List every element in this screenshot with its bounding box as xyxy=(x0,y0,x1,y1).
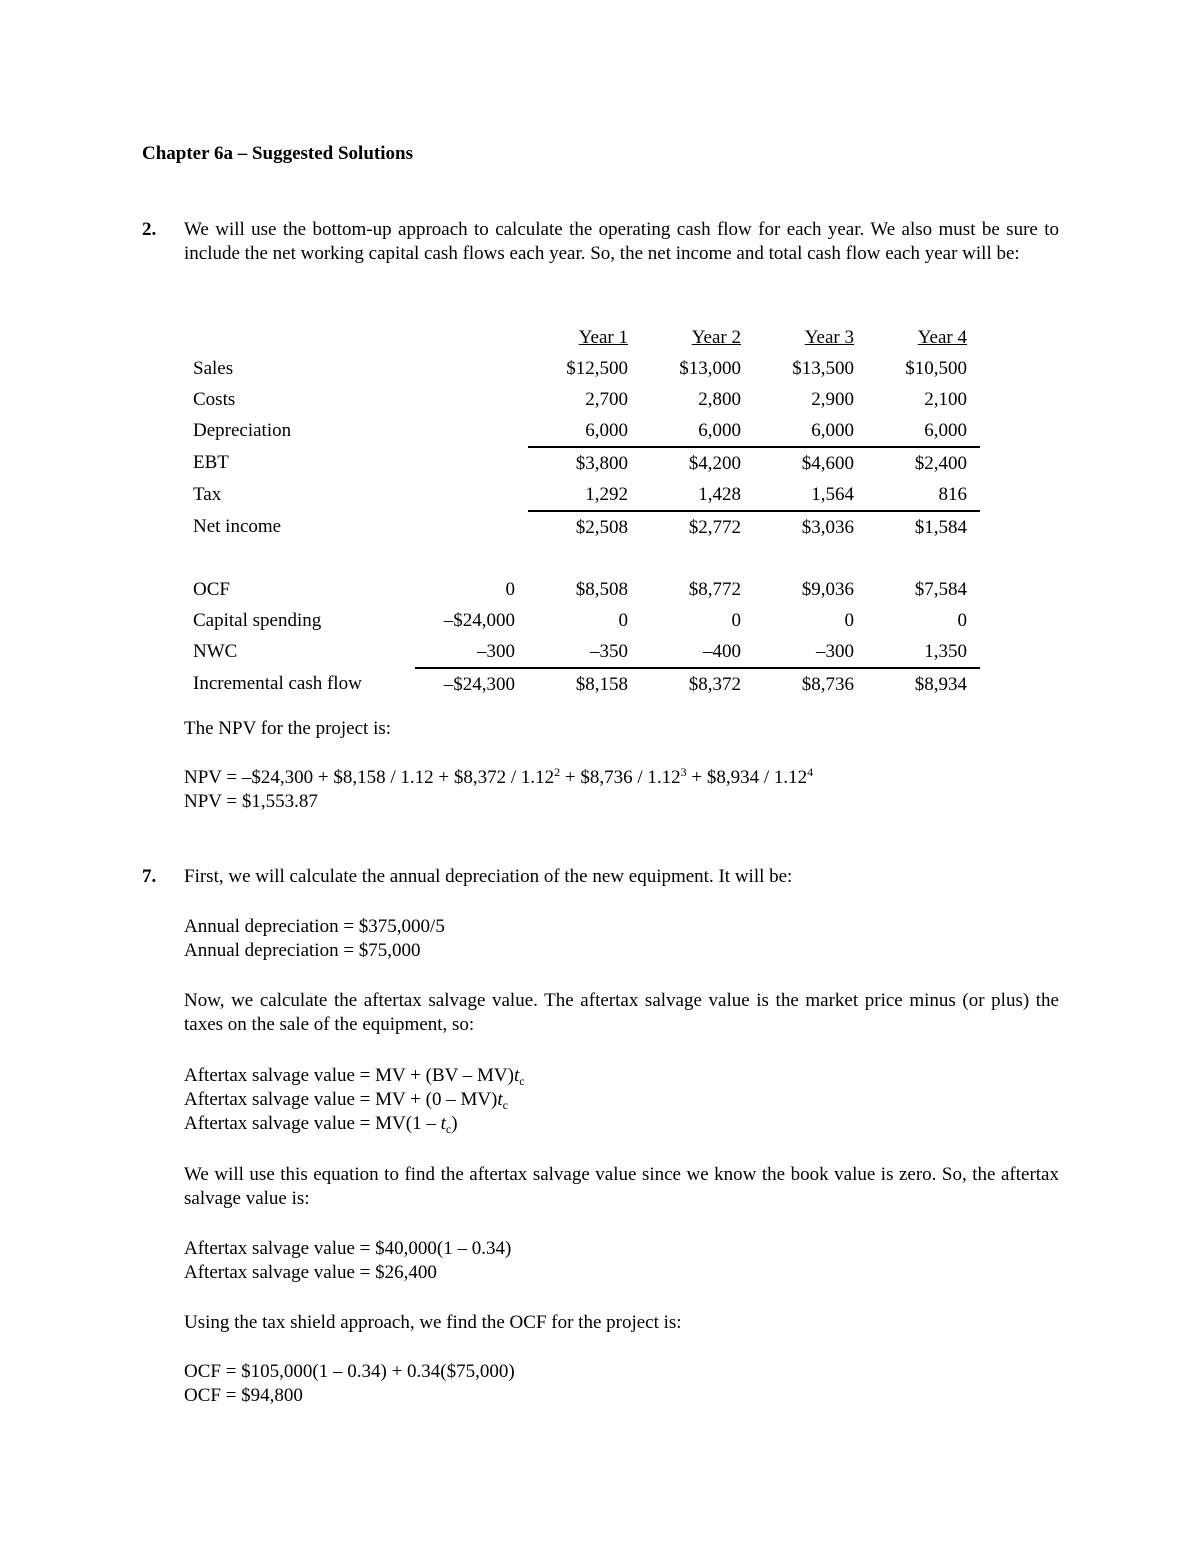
tax-rate-symbol: t xyxy=(513,1065,520,1086)
table-cell xyxy=(641,384,754,415)
npv-result: NPV = $1,553.87 xyxy=(184,791,318,812)
problem-2-number: 2. xyxy=(142,219,157,240)
table-cell-value: $2,508 xyxy=(575,516,628,538)
table-cell xyxy=(528,511,641,543)
table-cell-value: $1,584 xyxy=(914,516,967,538)
table-cell-value: 0 xyxy=(957,609,967,631)
table-row xyxy=(184,668,980,700)
table-cell xyxy=(528,605,641,636)
table-row xyxy=(184,636,980,668)
table-cell xyxy=(528,384,641,415)
table-row xyxy=(184,479,980,511)
salvage-equations xyxy=(184,1064,1059,1136)
npv-exponent-2: 2 xyxy=(554,765,561,779)
table-header-cell xyxy=(754,322,867,353)
table-cell-value: $13,500 xyxy=(792,357,854,379)
table-cell xyxy=(867,479,980,511)
ocf-equation-1: OCF = $105,000(1 – 0.34) + 0.34($75,000) xyxy=(184,1361,515,1382)
table-cell xyxy=(867,668,980,700)
table-cell-value: $12,500 xyxy=(566,357,628,379)
table-row xyxy=(184,415,980,447)
table-cell-value: 6,000 xyxy=(585,419,628,441)
ocf-intro: Using the tax shield approach, we find the OCF for the project is: xyxy=(184,1312,682,1333)
table-cell xyxy=(415,574,528,605)
table-cell-value: 6,000 xyxy=(924,419,967,441)
problem-7-number: 7. xyxy=(142,866,157,887)
cash-flow-table xyxy=(184,322,980,700)
table-cell-value: 1,292 xyxy=(585,483,628,505)
table-header-cell xyxy=(528,322,641,353)
salvage-intro: Now, we calculate the aftertax salvage value. The aftertax salvage value is the market price minus (or plus) the taxes on the sale of the equipment, so: xyxy=(184,990,1059,1035)
table-cell xyxy=(754,636,867,668)
ocf-equation-2: OCF = $94,800 xyxy=(184,1385,303,1406)
table-spacer-row xyxy=(184,543,980,574)
table-cell xyxy=(415,605,528,636)
depreciation-equation-1: Annual depreciation = $375,000/5 xyxy=(184,916,445,937)
tax-rate-subscript: c xyxy=(445,1122,452,1136)
table-cell xyxy=(415,636,528,668)
table-cell xyxy=(641,605,754,636)
table-cell xyxy=(641,668,754,700)
table-cell-value: 6,000 xyxy=(811,419,854,441)
table-cell xyxy=(641,353,754,384)
table-cell-value: $2,400 xyxy=(914,452,967,474)
table-cell xyxy=(528,668,641,700)
table-header-label: Year 4 xyxy=(917,326,967,348)
table-cell xyxy=(415,511,528,543)
table-cell-value: $8,372 xyxy=(688,673,741,695)
table-cell-value: 1,350 xyxy=(924,640,967,662)
npv-equation xyxy=(184,766,1059,814)
table-cell xyxy=(754,511,867,543)
ocf-equations xyxy=(184,1360,1059,1408)
npv-intro: The NPV for the project is: xyxy=(184,718,392,739)
table-cell xyxy=(867,574,980,605)
table-cell xyxy=(867,384,980,415)
table-row-label: Depreciation xyxy=(193,420,292,441)
table-cell-value: –350 xyxy=(590,640,628,662)
page-title: Chapter 6a – Suggested Solutions xyxy=(142,143,413,164)
table-row xyxy=(184,511,980,543)
table-cell xyxy=(415,479,528,511)
npv-equation-part-1: NPV = –$24,300 + $8,158 / 1.12 + $8,372 / 1.12 xyxy=(184,767,555,788)
table-cell xyxy=(867,353,980,384)
table-cell-value: –$24,000 xyxy=(443,609,515,631)
table-cell-value: –$24,300 xyxy=(443,673,515,695)
table-row-label: EBT xyxy=(193,452,229,473)
npv-equation-part-3: + $8,934 / 1.12 xyxy=(686,767,808,788)
table-cell-value: $3,036 xyxy=(801,516,854,538)
tax-rate-symbol: t xyxy=(497,1089,503,1110)
table-cell-value: 1,564 xyxy=(811,483,854,505)
table-row-label: Costs xyxy=(193,388,236,410)
table-cell-value: $8,158 xyxy=(575,673,628,695)
table-cell-value: 6,000 xyxy=(698,419,741,441)
table-cell xyxy=(754,574,867,605)
table-cell xyxy=(528,447,641,479)
salvage-equation-1: Aftertax salvage value = MV + (BV – MV) xyxy=(184,1065,514,1086)
table-header-cell xyxy=(867,322,980,353)
table-cell-value: $8,736 xyxy=(801,673,854,695)
table-cell-value: –300 xyxy=(816,640,854,662)
table-cell xyxy=(415,353,528,384)
tax-rate-subscript: c xyxy=(502,1098,508,1112)
table-row-label: OCF xyxy=(193,578,230,600)
table-cell-value: 0 xyxy=(731,609,741,631)
table-cell xyxy=(415,447,528,479)
salvage-equation-4: Aftertax salvage value = $40,000(1 – 0.34) xyxy=(184,1238,512,1259)
table-cell xyxy=(754,605,867,636)
table-cell-value: –300 xyxy=(477,640,515,662)
table-cell-value: 0 xyxy=(618,609,628,631)
depreciation-equation-2: Annual depreciation = $75,000 xyxy=(184,940,421,961)
table-cell xyxy=(641,479,754,511)
table-cell xyxy=(754,384,867,415)
table-header-cell xyxy=(184,322,415,353)
tax-rate-symbol: t xyxy=(440,1113,446,1134)
table-cell xyxy=(867,605,980,636)
table-row xyxy=(184,384,980,415)
salvage-equation-5: Aftertax salvage value = $26,400 xyxy=(184,1262,437,1283)
table-header-label: Year 3 xyxy=(804,326,854,348)
table-cell-value: $8,772 xyxy=(688,578,741,600)
table-cell xyxy=(754,447,867,479)
table-cell xyxy=(867,636,980,668)
salvage-value-results xyxy=(184,1237,1059,1285)
tax-rate-subscript: c xyxy=(519,1074,525,1088)
table-row-label: Tax xyxy=(193,484,222,505)
table-cell xyxy=(528,479,641,511)
table-header-label: Year 1 xyxy=(578,326,628,348)
problem-2-intro: We will use the bottom-up approach to calculate the operating cash flow for each year. We also must be sure to include the net working capital cash flows each year. So, the net income and total cash flow each year will be: xyxy=(184,219,1059,264)
table-header-row xyxy=(184,322,980,353)
table-cell xyxy=(641,636,754,668)
npv-exponent-3: 3 xyxy=(680,765,687,779)
table-cell xyxy=(754,668,867,700)
table-cell-value: 816 xyxy=(938,483,967,505)
table-cell xyxy=(528,636,641,668)
table-cell-value: $8,508 xyxy=(575,578,628,600)
table-cell-value: $7,584 xyxy=(914,578,967,600)
table-cell-value: $4,600 xyxy=(801,452,854,474)
table-cell-value: 1,428 xyxy=(698,483,741,505)
table-cell xyxy=(867,415,980,447)
salvage-equation-3-close: ) xyxy=(451,1113,458,1134)
table-cell xyxy=(641,511,754,543)
table-spacer-cell xyxy=(184,543,980,574)
table-cell-value: $4,200 xyxy=(688,452,741,474)
table-cell-value: 2,100 xyxy=(924,388,967,410)
table-cell xyxy=(754,353,867,384)
table-cell xyxy=(641,447,754,479)
table-row-label: Incremental cash flow xyxy=(193,673,362,694)
table-cell xyxy=(754,479,867,511)
table-cell-value: $9,036 xyxy=(801,578,854,600)
table-cell xyxy=(641,574,754,605)
table-row-label: Sales xyxy=(193,357,234,379)
table-cell xyxy=(528,574,641,605)
table-cell-value: 2,800 xyxy=(698,388,741,410)
table-cell-value: –400 xyxy=(703,640,741,662)
table-cell-value: $13,000 xyxy=(679,357,741,379)
table-row-label: NWC xyxy=(193,641,238,662)
salvage-equation-3: Aftertax salvage value = MV(1 – xyxy=(184,1113,441,1134)
table-cell-value: $2,772 xyxy=(688,516,741,538)
table-cell-value: $8,934 xyxy=(914,673,967,695)
npv-exponent-4: 4 xyxy=(807,765,814,779)
table-header-cell xyxy=(641,322,754,353)
table-cell-value: 0 xyxy=(505,578,515,600)
table-header-label: Year 2 xyxy=(691,326,741,348)
table-cell xyxy=(415,415,528,447)
table-cell xyxy=(415,384,528,415)
salvage-equation-2: Aftertax salvage value = MV + (0 – MV) xyxy=(184,1089,498,1110)
table-row xyxy=(184,574,980,605)
table-cell xyxy=(641,415,754,447)
npv-equation-part-2: + $8,736 / 1.12 xyxy=(560,767,681,788)
table-row xyxy=(184,605,980,636)
table-cell-value: 2,900 xyxy=(811,388,854,410)
table-cell-value: 2,700 xyxy=(585,388,628,410)
table-row-label: Capital spending xyxy=(193,609,322,631)
table-cell xyxy=(415,668,528,700)
problem-7-intro: First, we will calculate the annual depreciation of the new equipment. It will be: xyxy=(184,866,793,887)
table-cell xyxy=(528,415,641,447)
equation-intro: We will use this equation to find the aftertax salvage value since we know the book value is zero. So, the aftertax salvage value is: xyxy=(184,1164,1059,1209)
depreciation-equations xyxy=(184,915,1059,963)
table-cell xyxy=(867,511,980,543)
table-cell xyxy=(528,353,641,384)
table-row xyxy=(184,353,980,384)
table-cell xyxy=(754,415,867,447)
table-cell-value: 0 xyxy=(844,609,854,631)
table-cell-value: $10,500 xyxy=(905,357,967,379)
table-header-cell xyxy=(415,322,528,353)
table-row xyxy=(184,447,980,479)
table-cell-value: $3,800 xyxy=(575,452,628,474)
table-row-label: Net income xyxy=(193,516,282,537)
table-cell xyxy=(867,447,980,479)
